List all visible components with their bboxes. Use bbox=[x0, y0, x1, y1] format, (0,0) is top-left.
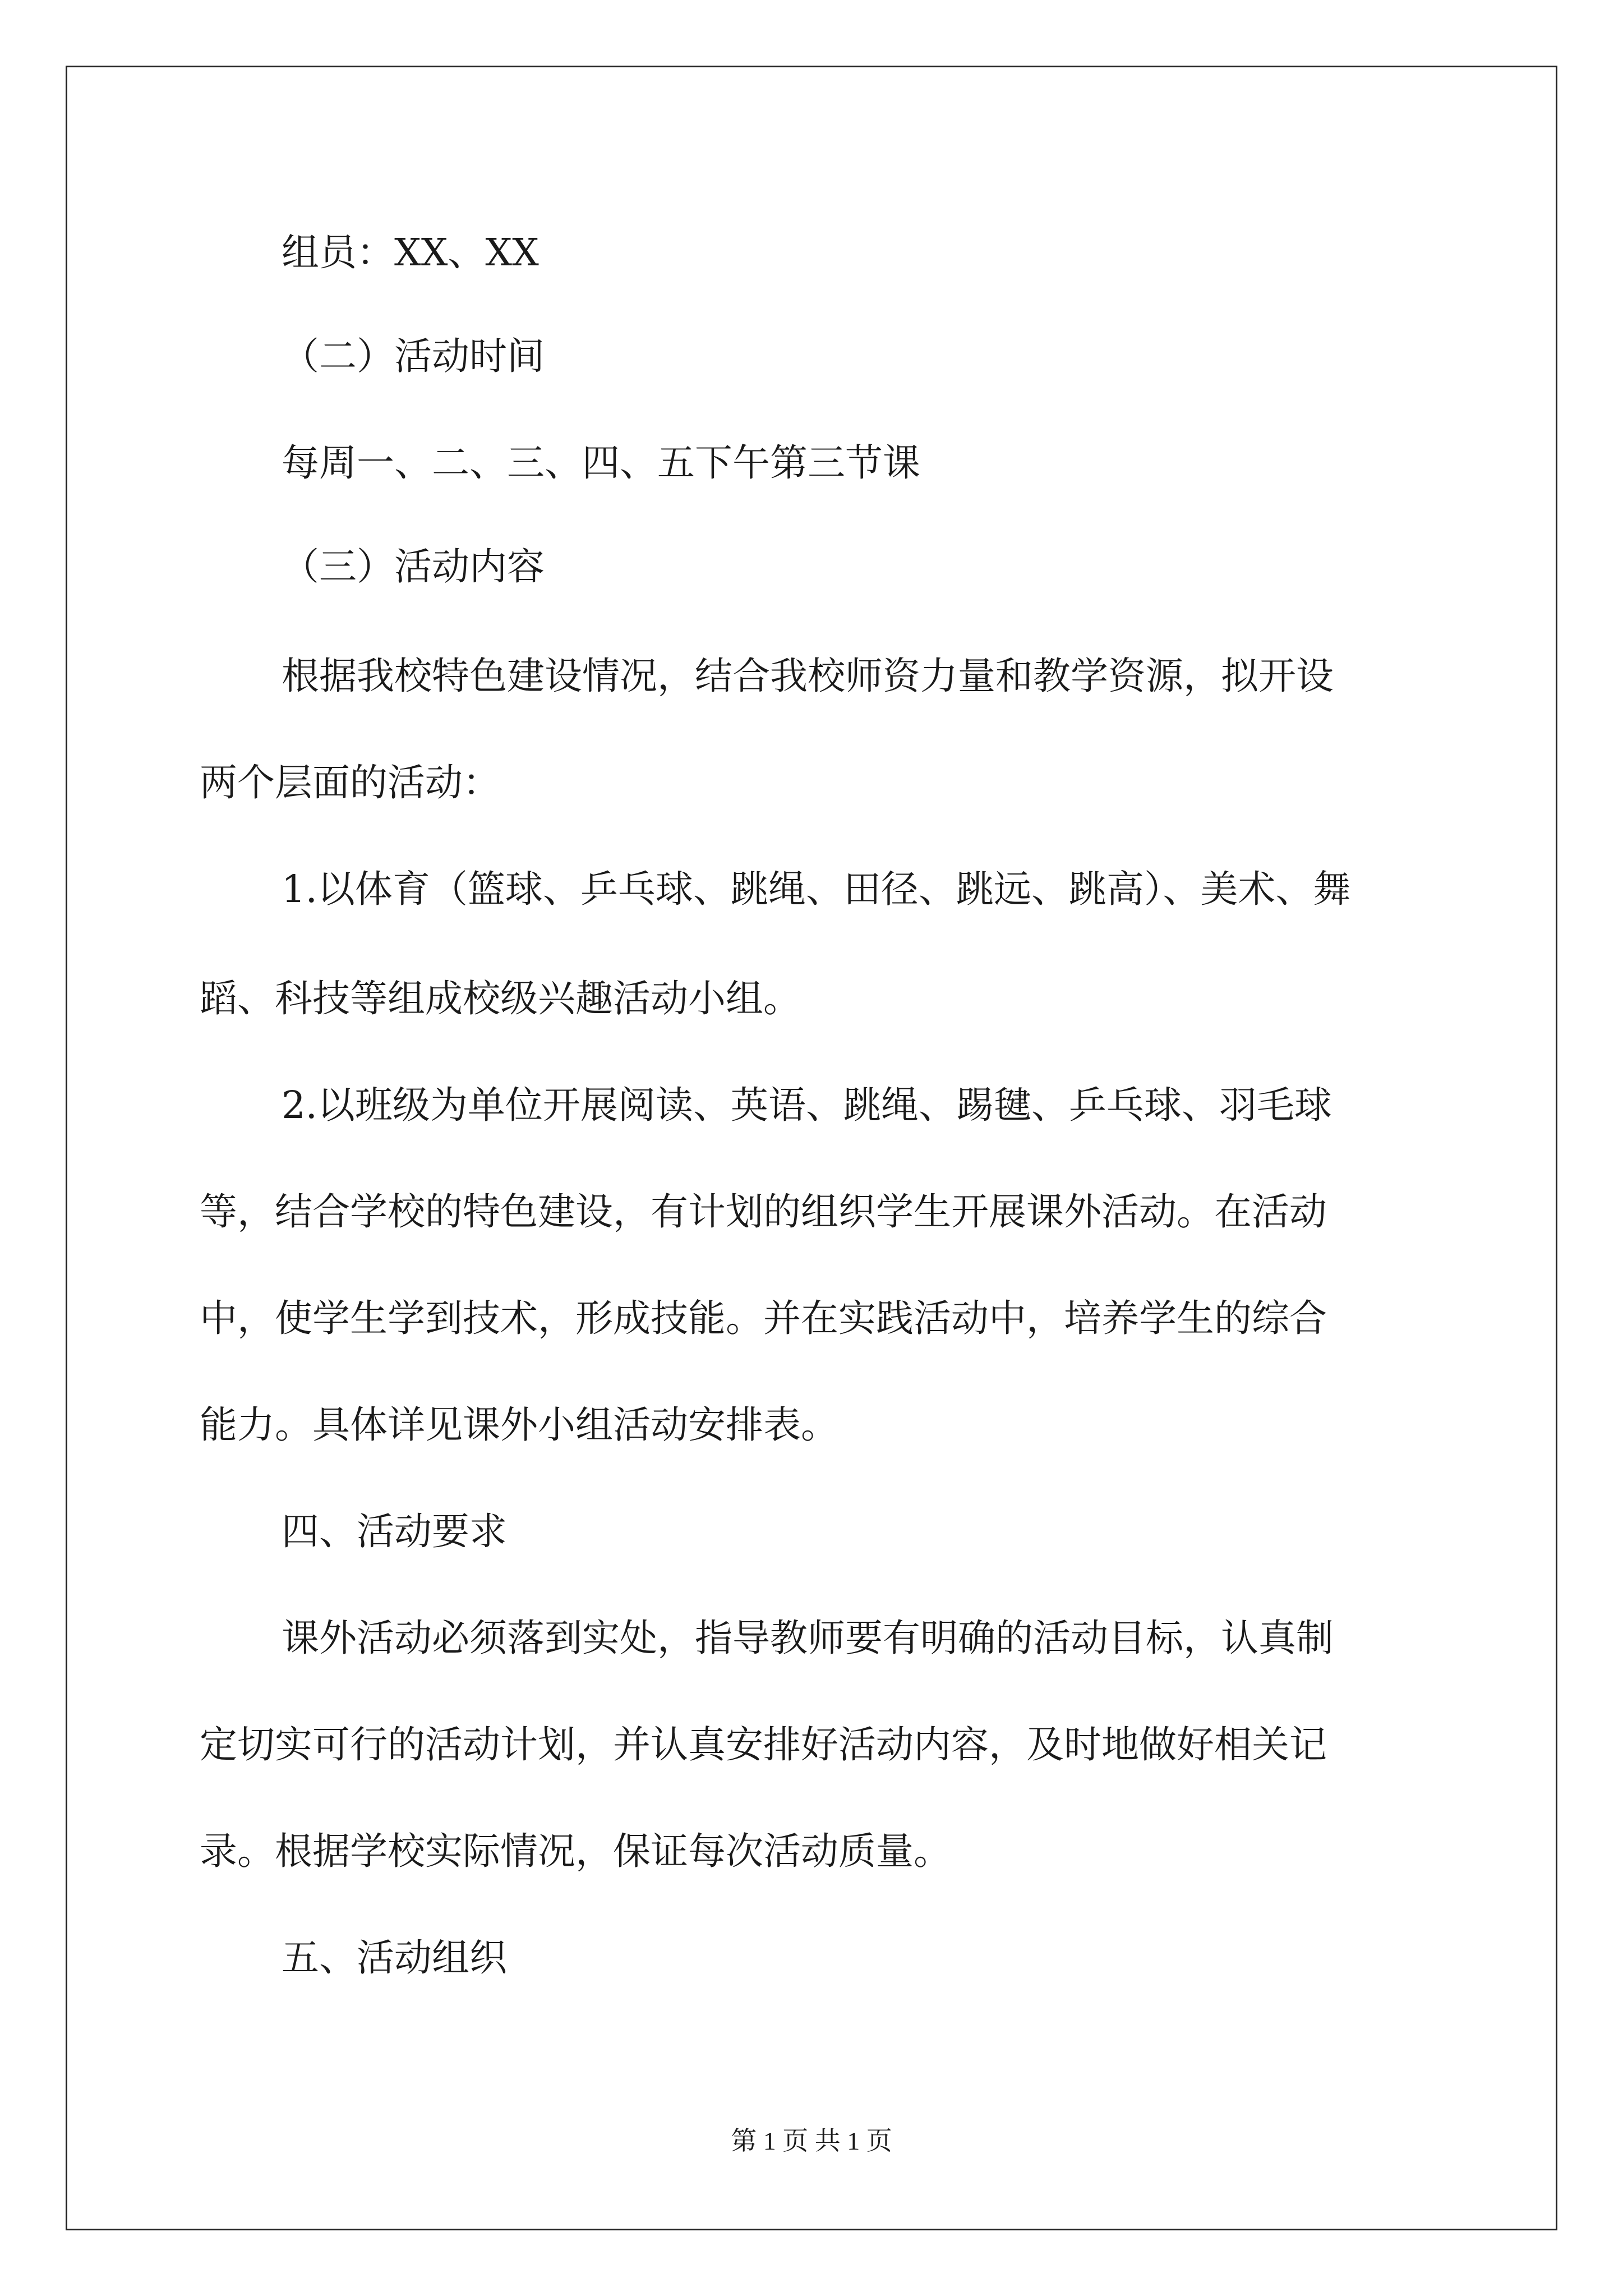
page-border bbox=[66, 66, 1557, 2230]
page-number-footer: 第 1 页 共 1 页 bbox=[731, 2127, 892, 2155]
list-item-2-line: 中，使学生学到技术，形成技能。并在实践活动中，培养学生的综合 bbox=[200, 1296, 1327, 1340]
list-item-2-line: 等，结合学校的特色建设，有计划的组织学生开展课外活动。在活动 bbox=[200, 1190, 1327, 1234]
paragraph-line: 录。根据学校实际情况，保证每次活动质量。 bbox=[200, 1829, 951, 1873]
paragraph-line: 课外活动必须落到实处，指导教师要有明确的活动目标，认真制 bbox=[282, 1616, 1334, 1660]
paragraph-line: 两个层面的活动： bbox=[200, 761, 500, 804]
list-item-1-line: 蹈、科技等组成校级兴趣活动小组。 bbox=[200, 977, 801, 1020]
list-item-2-line: 2.以班级为单位开展阅读、英语、跳绳、踢毽、乒乓球、羽毛球 bbox=[282, 1083, 1332, 1127]
section-heading-requirements: 四、活动要求 bbox=[282, 1510, 507, 1553]
member-line: 组员：XX、XX bbox=[282, 231, 539, 274]
list-item-1-line: 1.以体育（篮球、乒乓球、跳绳、田径、跳远、跳高）、美术、舞 bbox=[282, 867, 1351, 911]
section-heading-content: （三）活动内容 bbox=[282, 545, 545, 588]
section-heading-organization: 五、活动组织 bbox=[282, 1936, 507, 1980]
paragraph-line: 定切实可行的活动计划，并认真安排好活动内容，及时地做好相关记 bbox=[200, 1723, 1327, 1766]
schedule-line: 每周一、二、三、四、五下午第三节课 bbox=[282, 441, 920, 485]
section-heading-time: （二）活动时间 bbox=[282, 334, 545, 378]
list-item-2-line: 能力。具体详见课外小组活动安排表。 bbox=[200, 1403, 838, 1447]
paragraph-line: 根据我校特色建设情况，结合我校师资力量和教学资源，拟开设 bbox=[282, 654, 1334, 698]
